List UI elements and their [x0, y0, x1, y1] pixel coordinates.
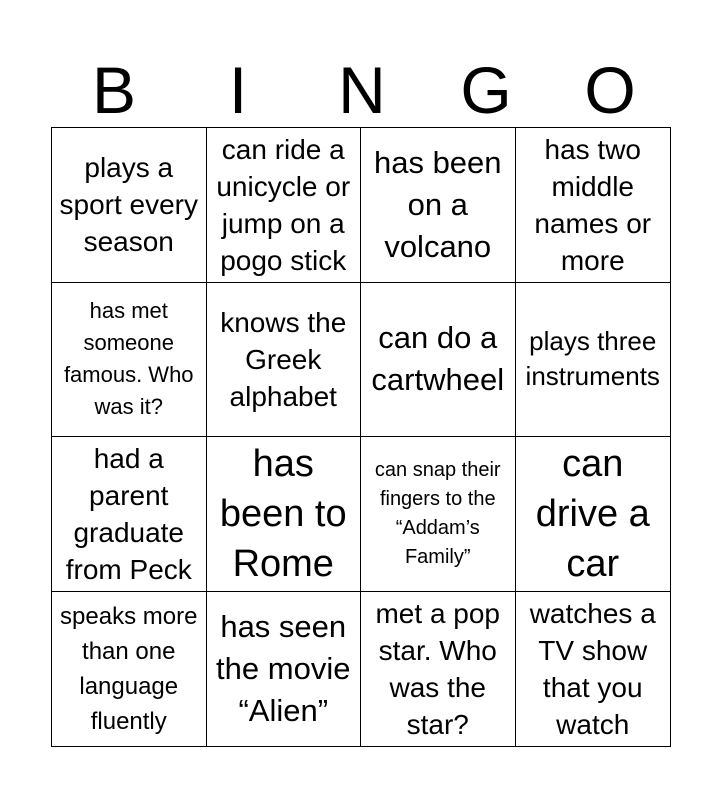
bingo-cell[interactable]	[52, 592, 207, 747]
cell-text: can snap their fingers to the “Addam’s Family”	[374, 458, 501, 568]
cell-text: can ride a unicycle or jump on a pogo stick	[216, 133, 351, 276]
bingo-cell[interactable]	[207, 437, 362, 592]
cell-text: has seen the movie “Alien”	[216, 608, 351, 728]
bingo-cell[interactable]	[516, 592, 671, 747]
header-letter-n: N	[338, 53, 386, 127]
cell-text: has met someone famous. Who was it?	[63, 298, 194, 420]
bingo-cell[interactable]	[516, 437, 671, 592]
cell-text: speaks more than one language fluently	[60, 602, 198, 735]
bingo-cell[interactable]	[207, 128, 362, 283]
cell-text: can drive a car	[535, 442, 650, 585]
cell-text: can do a cartwheel	[371, 320, 505, 398]
cell-text: plays three instruments	[525, 326, 660, 392]
header-letter-b: B	[91, 53, 137, 127]
header-letter-i: I	[228, 53, 248, 127]
bingo-cell[interactable]	[52, 283, 207, 438]
cell-text: had a parent graduate from Peck	[65, 442, 192, 585]
cell-text: knows the Greek alphabet	[220, 306, 347, 412]
bingo-cell[interactable]	[361, 437, 516, 592]
cell-text: plays a sport every season	[59, 152, 198, 258]
bingo-cell[interactable]	[207, 283, 362, 438]
bingo-header	[52, 52, 672, 128]
cell-text: has been on a volcano	[373, 144, 502, 264]
bingo-cell[interactable]	[516, 283, 671, 438]
bingo-cell[interactable]	[52, 437, 207, 592]
bingo-cell[interactable]	[207, 592, 362, 747]
bingo-board	[51, 127, 671, 747]
header-letter-o: O	[584, 53, 636, 127]
cell-text: has been to Rome	[219, 442, 347, 585]
cell-text: watches a TV show that you watch	[529, 597, 656, 740]
header-letter-g: G	[460, 53, 512, 127]
bingo-cell[interactable]	[361, 128, 516, 283]
bingo-cell[interactable]	[516, 128, 671, 283]
cell-text: has two middle names or more	[534, 133, 652, 276]
bingo-cell[interactable]	[361, 283, 516, 438]
cell-text: met a pop star. Who was the star?	[375, 597, 501, 740]
bingo-cell[interactable]	[52, 128, 207, 283]
bingo-cell[interactable]	[361, 592, 516, 747]
